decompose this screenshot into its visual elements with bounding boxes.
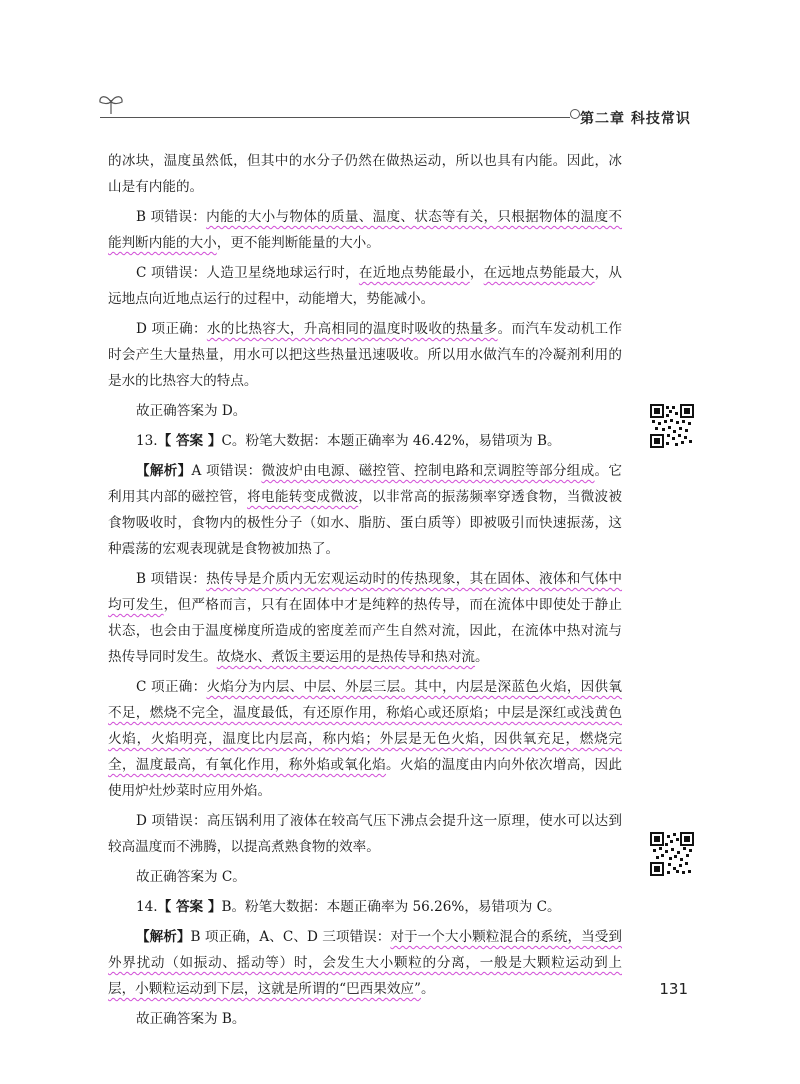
header-rule-end-mark: [570, 109, 580, 119]
paragraph: 故正确答案为 C。: [136, 869, 246, 885]
analysis-13: 【解析】A 项错误：微波炉由电源、磁控管、控制电路和烹调腔等部分组成。它利用其内部的磁控管，将电能转变成微波，以非常高的振荡频率穿透食物，当微波被食物吸收时，食物内的极性分子（如水、脂肪、蛋白质等）即被吸引而快速振荡，这种震荡的宏观表现就是食物被加热了。: [108, 463, 623, 557]
chapter-title: 第二章 科技常识: [580, 111, 691, 127]
qr-code-icon[interactable]: [650, 832, 694, 876]
paragraph: D 项错误：高压锅利用了液体在较高气压下沸点会提升这一原理，使水可以达到较高温度而不沸腾，以提高煮熟食物的效率。: [108, 813, 622, 855]
paragraph: C 项错误：人造卫星绕地球运行时，在近地点势能最小，在远地点势能最大，从远地点向近地点运行的过程中，动能增大，势能减小。: [108, 265, 623, 307]
page-content: [108, 148, 622, 1036]
paragraph: B 项错误：内能的大小与物体的质量、温度、状态等有关，只根据物体的温度不能判断内能的大小，更不能判断能量的大小。: [108, 209, 623, 251]
paragraph: C 项正确：火焰分为内层、中层、外层三层。其中，内层是深蓝色火焰，因供氧不足，燃烧不完全，温度最低，有还原作用，称焰心或还原焰；中层是深红或浅黄色火焰，火焰明亮，温度比内层高，称内焰；外层是无色火焰，因供氧充足，燃烧完全，温度最高，有氧化作用，称外焰或氧化焰。火焰的温度由内向外依次增高，因此使用炉灶炒菜时应用外焰。: [108, 679, 623, 799]
paragraph: 故正确答案为 B。: [136, 1011, 246, 1027]
header-rule: [100, 117, 570, 118]
answer-14: 14.【 答案 】B。粉笔大数据：本题正确率为 56.26%，易错项为 C。: [136, 899, 561, 915]
paragraph: 的冰块，温度虽然低，但其中的水分子仍然在做热运动，所以也具有内能。因此，冰山是有内能的。: [108, 153, 622, 195]
paragraph: D 项正确：水的比热容大，升高相同的温度时吸收的热量多。而汽车发动机工作时会产生大量热量，用水可以把这些热量迅速吸收。所以用水做汽车的冷凝剂利用的是水的比热容大的特点。: [108, 321, 622, 389]
answer-13: 13.【 答案 】C。粉笔大数据：本题正确率为 46.42%，易错项为 B。: [136, 433, 561, 449]
paragraph: B 项错误：热传导是介质内无宏观运动时的传热现象，其在固体、液体和气体中均可发生，但严格而言，只有在固体中才是纯粹的热传导，而在流体中即使处于静止状态，也会由于温度梯度所造成的密度差而产生自然对流，因此，在流体中热对流与热传导同时发生。故烧水、煮饭主要运用的是热传导和热对流。: [108, 571, 623, 665]
analysis-14: 【解析】B 项正确，A、C、D 三项错误：对于一个大小颗粒混合的系统，当受到外界扰动（如振动、摇动等）时，会发生大小颗粒的分离，一般是大颗粒运动到上层，小颗粒运动到下层，这就是所谓的“巴西果效应”。: [108, 929, 623, 997]
sprout-icon: [96, 90, 126, 116]
page-number: 131: [659, 980, 688, 998]
page-header: [0, 0, 800, 140]
paragraph: 故正确答案为 D。: [136, 403, 247, 419]
qr-code-icon[interactable]: [650, 404, 694, 448]
